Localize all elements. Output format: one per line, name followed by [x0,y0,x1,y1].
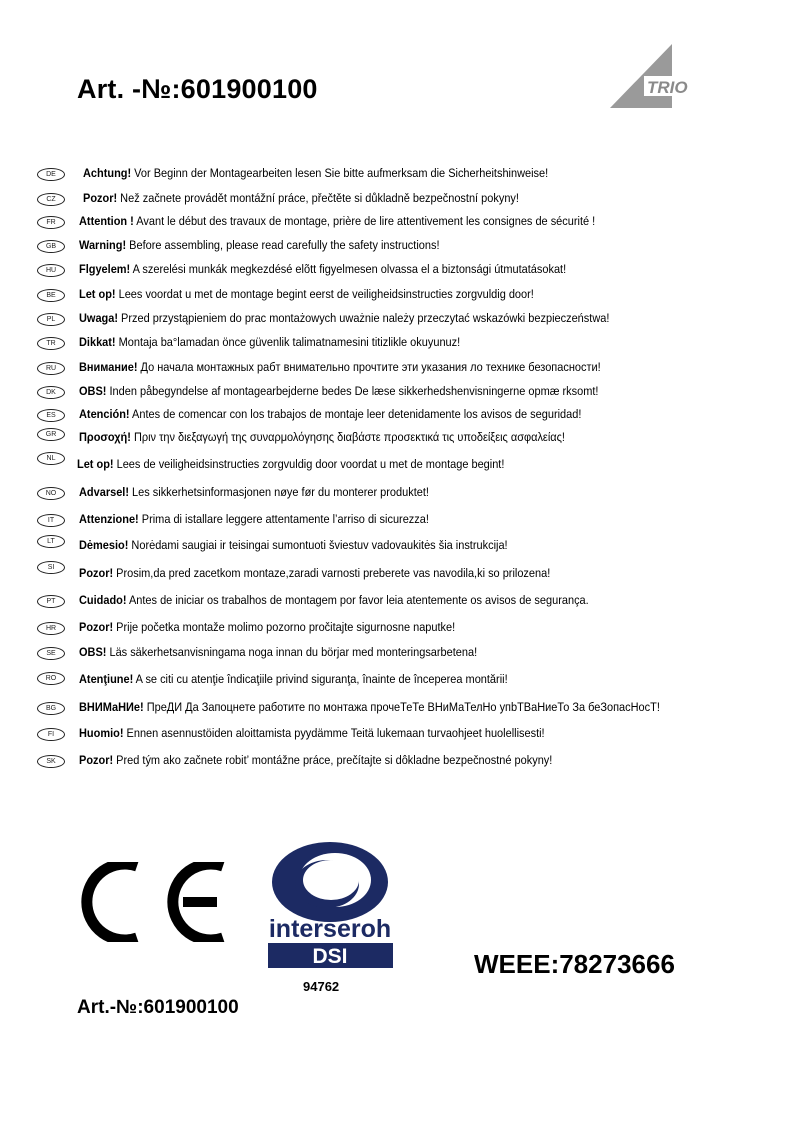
warning-heading: Dikkat! [79,335,116,349]
warning-row-nl [0,456,802,476]
warning-row-hu [0,261,802,281]
warning-text [79,407,581,421]
language-code-badge: FR [37,216,65,229]
language-code-badge: ES [37,409,65,422]
warning-row-sk [0,752,802,772]
language-code-badge: HR [37,622,65,635]
svg-text:DSI: DSI [312,945,348,968]
warning-text [79,672,508,686]
warning-body: A se citi cu atenţie îndicaţiile privind siguranţa, înainte de începerea montării! [133,672,508,686]
warning-body: Než začnete provádět montážní práce, přečtěte si důkladně bezpečnostní pokyny! [117,191,519,205]
triangle-logo-icon [610,42,690,110]
warning-row-be [0,286,802,306]
warning-body: Antes de comencar con los trabajos de montaje leer detenidamente los avisos de seguridad! [129,407,582,421]
warning-row-pl [0,310,802,330]
language-code-badge: NL [37,452,65,465]
language-code-badge: SI [37,561,65,574]
warning-text [79,620,455,634]
warning-heading: Pozor! [79,753,114,767]
warning-body: Prosim,da pred zacetkom montaze,zaradi varnosti preberete vas navodila,ki so prilozena! [113,566,551,580]
dsi-number: 94762 [303,979,340,994]
warning-text [79,430,565,444]
warning-heading: Atenţiune! [79,672,134,686]
warning-text [79,360,601,374]
warning-body: Les sikkerhetsinformasjonen nøye før du monterer produktet! [128,485,429,499]
warning-heading: Atención! [79,407,130,421]
warning-text [79,238,440,252]
warning-row-bg [0,699,802,719]
warning-body: Pred tým ako začnete robit’ montážne práce, prečítajte si dôkladne bezpečnostné pokyny! [113,753,553,767]
language-code-badge: SE [37,647,65,660]
warning-heading: Flgyelem! [79,262,131,276]
trio-logo [610,42,690,110]
warning-body: Läs säkerhetsanvisningama noga innan du börjar med monteringsarbetena! [106,645,478,659]
warning-body: Montaja ba°lamadan önce güvenlik talimatnamesini titizlikle okuyunuz! [115,335,461,349]
warning-row-es [0,406,802,426]
warning-heading: OBS! [79,384,107,398]
warning-heading: Let op! [77,457,114,471]
article-number: Art.-№:601900100 [77,997,239,1018]
warning-text [77,457,504,471]
warning-text [79,566,550,580]
warning-heading: Pozor! [79,566,114,580]
warning-row-no [0,484,802,504]
warning-row-pt [0,592,802,612]
language-code-badge: CZ [37,193,65,206]
svg-text:interseroh: interseroh [268,915,392,943]
warning-text [79,726,545,740]
warning-row-fr [0,213,802,233]
language-code-badge: GR [37,428,65,441]
language-code-badge: BE [37,289,65,302]
ce-mark-icon [75,862,225,942]
warning-body: A szerelési munkák megkezdésé elõtt figyelmesen olvassa el a biztonsági útmutatásokat! [130,262,567,276]
language-code-badge: BG [37,702,65,715]
warning-body: Antes de iniciar os trabalhos de montagem por favor leia atentemente os avisos de segurança. [126,593,589,607]
warning-heading: ВНИМаНИе! [79,700,144,714]
language-code-badge: RO [37,672,65,685]
warning-body: Ennen asennustöiden aloittamista pyydämme Teitä lukemaan turvaohjeet huolellisesti! [123,726,545,740]
warning-text [79,335,460,349]
warning-body: Lees de veiligheidsinstructies zorgvuldig door voordat u met de montage begint! [113,457,505,471]
warning-body: Lees voordat u met de montage begint eerst de veiligheidsinstructies zorgvuldig door! [115,287,534,301]
warning-heading: OBS! [79,645,107,659]
warning-heading: Attention ! [79,214,134,228]
warning-body: Before assembling, please read carefully the safety instructions! [126,238,440,252]
warning-text [79,485,429,499]
warning-row-si [0,565,802,585]
warning-heading: Let op! [79,287,116,301]
warning-body: Przed przystąpieniem do prac montażowych uważnie należy przeczytać wskazówki bezpieczeństwa! [118,311,610,325]
warning-row-se [0,644,802,664]
language-code-badge: DE [37,168,65,181]
warning-text [79,311,609,325]
language-code-badge: SK [37,755,65,768]
warning-heading: Προσοχή! [79,430,131,444]
warning-heading: Pozor! [79,620,114,634]
warning-text [83,191,519,205]
warning-heading: Huomio! [79,726,124,740]
warning-body: Prima di istallare leggere attentamente l’arriso di sicurezza! [138,512,429,526]
language-code-badge: RU [37,362,65,375]
language-code-badge: DK [37,386,65,399]
warning-row-dk [0,383,802,403]
warning-row-hr [0,619,802,639]
warning-heading: Attenzione! [79,512,139,526]
language-code-badge: TR [37,337,65,350]
page-title: Art. -№:601900100 [77,74,318,104]
warning-text [79,214,595,228]
warning-text [79,384,598,398]
warning-row-cz [0,190,802,210]
warning-body: Norėdami saugiai ir teisingai sumontuoti šviestuv vadovaukitės šia instrukcija! [128,538,508,552]
warning-row-gr [0,429,802,449]
warning-heading: Cuidado! [79,593,127,607]
weee-number: WEEE:78273666 [474,949,675,979]
svg-text:TRIO: TRIO [647,78,688,97]
warning-text [79,753,552,767]
warning-heading: Warning! [79,238,127,252]
warning-heading: Dėmesio! [79,538,129,552]
warning-row-de [0,165,802,185]
warning-row-lt [0,537,802,557]
warning-body: Prije početka montaže molimo pozorno pročitajte sigurnosne naputke! [113,620,456,634]
warning-text [79,262,566,276]
language-code-badge: GB [37,240,65,253]
warning-body: Avant le début des travaux de montage, prière de lire attentivement les consignes de sécurité ! [133,214,596,228]
language-code-badge: HU [37,264,65,277]
warning-text [79,512,429,526]
language-code-badge: LT [37,535,65,548]
language-code-badge: PT [37,595,65,608]
warning-text [79,645,477,659]
warning-body: Πριν την διεξαγωγή της συναρμολόγησης διαβάστε προσεκτικά τις υποδείξεις ασφαλείας! [130,430,565,444]
warning-heading: Achtung! [83,166,132,180]
warning-body: ПреДИ Да Запоцнете работите по монтажа прочеТеТе ВНиМаТелНо упbТВаНиеТо За беЗопасНосТ! [143,700,660,714]
language-code-badge: IT [37,514,65,527]
warning-row-tr [0,334,802,354]
warning-text [79,287,534,301]
warning-text [79,700,660,714]
warning-row-ru [0,359,802,379]
warning-body: Inden påbegyndelse af montagearbejderne bedes De læse sikkerhedshenvisningerne opmæ rksomt! [106,384,599,398]
warning-heading: Advarsel! [79,485,129,499]
language-code-badge: FI [37,728,65,741]
warning-body: Vor Beginn der Montagearbeiten lesen Sie bitte aufmerksam die Sicherheitshinweise! [131,166,549,180]
warning-text [79,593,589,607]
language-code-badge: PL [37,313,65,326]
warning-row-fi [0,725,802,745]
warning-body: До начала монтажных рабт внимательно прочтите эти указания ло технике безопасности! [137,360,601,374]
warning-row-ro [0,671,802,691]
warning-heading: Внимание! [79,360,138,374]
warning-row-gb [0,237,802,257]
interseroh-dsi-logo [267,840,394,970]
warning-row-it [0,511,802,531]
warning-heading: Uwaga! [79,311,119,325]
warning-text [79,538,508,552]
warning-text [83,166,548,180]
warning-heading: Pozor! [83,191,118,205]
language-code-badge: NO [37,487,65,500]
